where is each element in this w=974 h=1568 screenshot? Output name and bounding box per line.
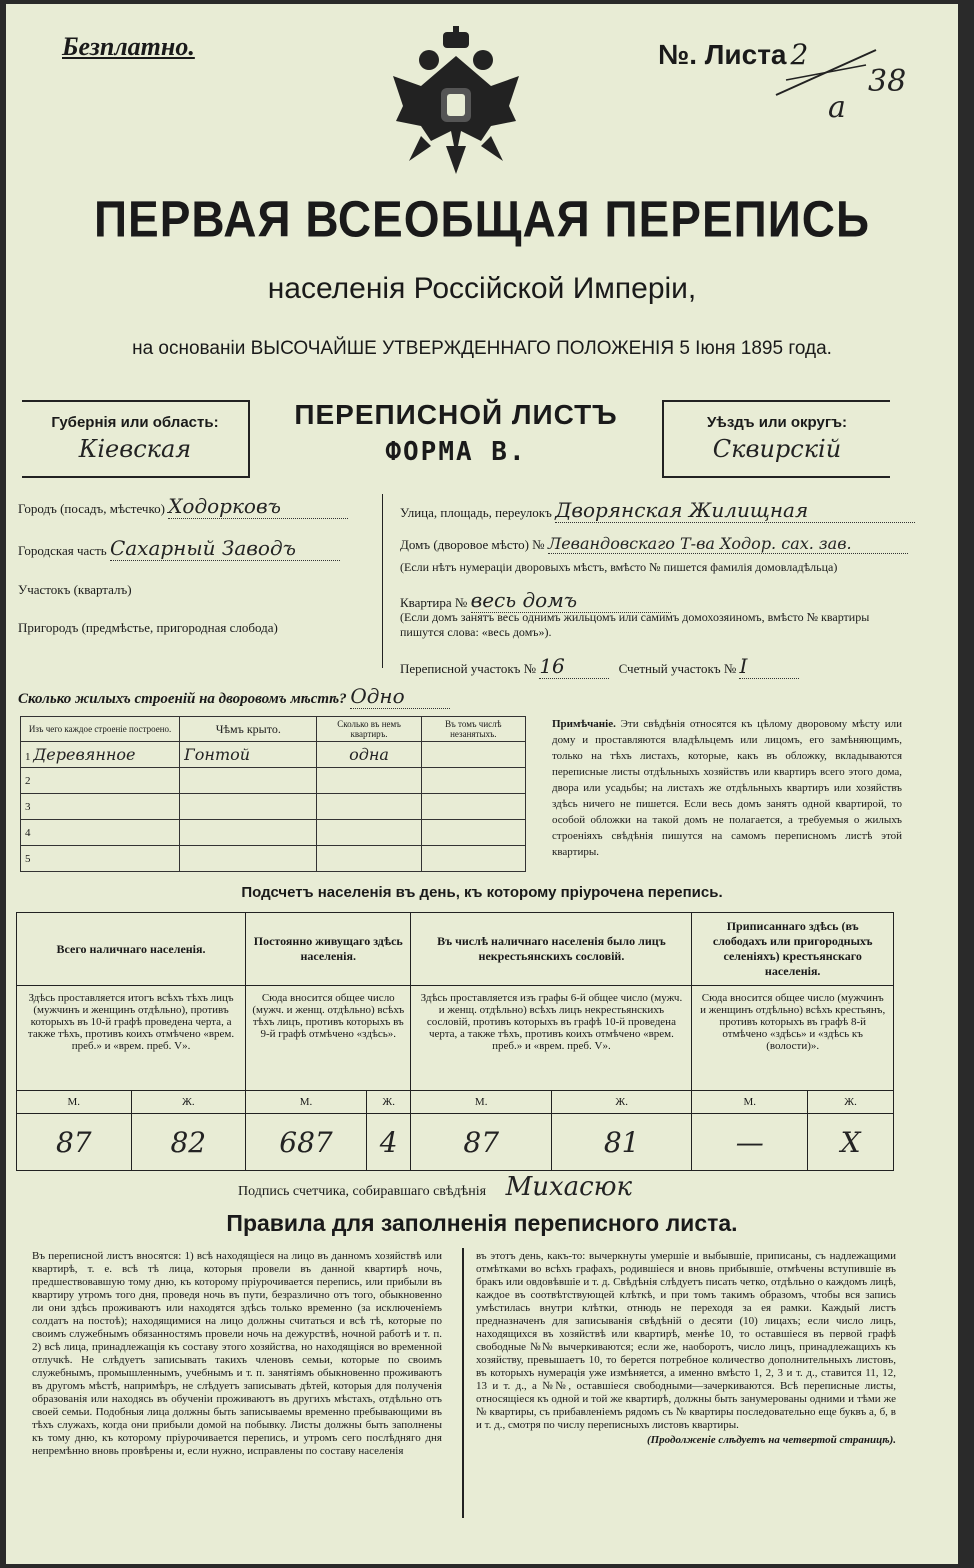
- buildings-table: [20, 716, 526, 872]
- roof-value: Гонтой: [180, 742, 317, 768]
- vacant-value: [421, 742, 525, 768]
- table-row: [21, 742, 526, 768]
- row-number: 1: [25, 751, 31, 763]
- col-vacant: Въ томъ числѣ незанятыхъ.: [421, 717, 525, 742]
- count-col-header: Приписаннаго здѣсь (въ слободахъ или пригородныхъ селеніяхъ) крестьянскаго населенія.: [692, 913, 894, 986]
- male-count: —: [692, 1114, 808, 1171]
- table-row: [21, 768, 526, 794]
- count-col-desc: Сюда вносится общее число (мужч. и женщ. отдѣльно) всѣхъ тѣхъ лицъ, противъ которыхъ въ 9-й графѣ отмѣчено «здѣсь».: [246, 986, 411, 1091]
- row-number: 3: [21, 794, 180, 820]
- count-col-desc: Здѣсь проставляется итогъ всѣхъ тѣхъ лицъ (мужчинъ и женщинъ отдѣльно), противъ которыхъ въ 10-й графѣ проведена черта, а также тѣхъ, противъ коихъ отмѣчено «врем. преб.» и «врем. преб. V».: [17, 986, 246, 1091]
- apartment-label: Квартира №: [400, 595, 468, 610]
- street-label: Улица, площадь, переулокъ: [400, 505, 552, 520]
- section-row: [18, 582, 132, 598]
- town-part-value: Сахарный Заводъ: [110, 536, 340, 561]
- col-roof: Чѣмъ крыто.: [180, 717, 317, 742]
- note-text: Эти свѣдѣнія относятся къ цѣлому дворовому мѣсту или дому и проставляются владѣльцемъ или лицомъ, его замѣняющимъ, только на тѣхъ листахъ, которые, какъ въ обложку, вкладываются переписные листы отдѣльныхъ хозяйствъ или квартиръ всего этого дома, двора или усадьбы; на листахъ же отдѣльныхъ квартиръ или хозяйствъ здѣсь ничего не пишется. Если весь домъ занятъ одной квартирой, то особой обложки на такой домъ не полагается, а требуемыя о жилыхъ строеніяхъ свѣдѣнія пишутся на самомъ переписномъ листѣ этой квартиры.: [552, 718, 902, 858]
- apartment-note: (Если домъ занятъ весь однимъ жильцомъ или самимъ домохозяиномъ, вмѣсто № квартиры пишутся слова: «весь домъ»).: [400, 610, 870, 639]
- sheet-number-value: 2: [790, 38, 809, 71]
- legal-basis: на основаніи ВЫСОЧАЙШЕ УТВЕРЖДЕННАГО ПОЛОЖЕНІЯ 5 Іюня 1895 года.: [132, 338, 832, 359]
- town-value: Ходорковъ: [168, 494, 348, 519]
- table-row: [21, 794, 526, 820]
- count-title: Подсчетъ населенія въ день, къ которому пріурочена перепись.: [241, 884, 723, 901]
- province-value: Кіевская: [78, 435, 192, 463]
- male-count: 87: [17, 1114, 132, 1171]
- apartments-value: одна: [317, 742, 421, 768]
- section-label: Участокъ (кварталъ): [18, 582, 132, 597]
- female-count: 4: [366, 1114, 411, 1171]
- town-row: [18, 494, 348, 519]
- house-row: [400, 534, 908, 554]
- count-desc-row: [17, 986, 894, 1091]
- town-part-label: Городская часть: [18, 543, 107, 558]
- male-count: 687: [246, 1114, 367, 1171]
- census-section-value: 16: [539, 654, 609, 679]
- buildings-question: Сколько жилыхъ строеній на дворовомъ мѣстѣ?: [18, 691, 347, 707]
- rules-continuation: (Продолженіе слѣдуетъ на четвертой страницѣ).: [646, 1434, 896, 1446]
- male-label: М.: [411, 1091, 551, 1114]
- count-section-value: I: [739, 654, 799, 679]
- female-count: X: [808, 1114, 894, 1171]
- buildings-note: [552, 716, 902, 860]
- street-row: [400, 498, 915, 523]
- female-count: 81: [551, 1114, 691, 1171]
- sheet-number-letter: а: [828, 90, 846, 125]
- count-col-header: Въ числѣ наличнаго населенія было лицъ некрестьянскихъ сословій.: [411, 913, 692, 986]
- street-value: Дворянская Жилищная: [555, 498, 915, 523]
- male-label: М.: [246, 1091, 367, 1114]
- row-number: 4: [21, 820, 180, 846]
- province-label: Губернія или область:: [51, 414, 219, 431]
- count-col-desc: Здѣсь проставляется изъ графы 6-й общее число (мужч. и женщ. отдѣльно) всѣхъ лицъ некрестьянскихъ сословій, противъ которыхъ въ графѣ 10-й проведена черта, а также тѣхъ, противъ коихъ отмѣчено «врем. преб.» и «врем. преб. V».: [411, 986, 692, 1091]
- note-title: Примѣчаніе.: [552, 718, 616, 730]
- rules-right-text: въ этотъ день, какъ-то: вычеркнуты умершіе и выбывшіе, приписаны, съ надлежащими отмѣтками во всѣхъ графахъ, родившіеся и вновь прибывшіе, отмѣчены вступившіе въ бракъ или овдовѣвшіе и т. д. Свѣдѣнія слѣдуетъ писать четко, отдѣльно о каждомъ лицѣ, каждое въ соотвѣтствующей клѣткѣ, и при томъ такимъ образомъ, чтобы вся запись умѣстилась внутри клѣтки, отнюдь не переходя за ея рамки. Каждый листъ предназначенъ для записыванія свѣдѣній о десяти (10) лицахъ; если число лицъ, находящихся въ хозяйствѣ или квартирѣ, менѣе 10, то оставшіеся въ первой графѣ свободные №№ вычеркиваются; если же, наоборотъ, число лицъ, принадлежащихъ къ хозяйству, превышаетъ 10, то берется потребное количество дополнительныхъ листовъ, въ которыхъ нумерація уже измѣняется, а именно вмѣсто 1, 2, 3 и т. д., ставится 11, 12, 13 и т. д., а №№, оставшіеся свободными—зачеркиваются. Всѣ переписные листы, относящіеся къ одной и той же квартирѣ, должны быть занумерованы одними и тѣми же № квартиры, съ прибавленіемъ рядомъ съ № квартиры последовательно еще буквъ а, б, в и т. д., смотря по числу переписныхъ листовъ квартиры.: [476, 1250, 896, 1431]
- population-count-table: [16, 912, 894, 1171]
- sheet-number-alt: 38: [868, 64, 907, 99]
- count-section-label: Счетный участокъ №: [618, 661, 737, 676]
- census-section-row: [400, 654, 799, 679]
- buildings-header-row: [21, 717, 526, 742]
- apartment-value: весь домъ: [471, 588, 671, 613]
- col-apartments: Сколько въ немъ квартиръ.: [317, 717, 421, 742]
- form-title-main: ПЕРЕПИСНОЙ ЛИСТЪ: [294, 399, 618, 430]
- female-label: Ж.: [551, 1091, 691, 1114]
- male-label: М.: [692, 1091, 808, 1114]
- signature-row: [238, 1172, 632, 1202]
- count-col-desc: Сюда вносится общее число (мужчинъ и женщинъ отдѣльно) всѣхъ крестьянъ, противъ которыхъ въ графѣ 8-й отмѣчено «здѣсь» и «здѣсь къ (волости)».: [692, 986, 894, 1091]
- count-values-row: [17, 1114, 894, 1171]
- rules-left-column: Въ переписной листъ вносятся: 1) всѣ находящіеся на лицо въ данномъ хозяйствѣ или квартирѣ, т. е. всѣ тѣ лица, которыя провели въ данной квартирѣ ночь, предшествовавшую тому дню, къ которому пріурочивается перепись, или прибыли въ квартиру утромъ того дня, проведя ночь въ пути, безразлично отъ того, обыкновенно ли они здѣсь проживаютъ или находятся здѣсь только временно (за исключеніемъ солдатъ на постоѣ); находящимися на лицо должны считаться и всѣ тѣ, которые по своимъ служебнымъ обязанностямъ провели ночь на дежурствѣ, ночной работѣ и т. п. 2) всѣ лица, принадлежащія къ составу этого хозяйства, но находящіяся во временной отлучкѣ. Не слѣдуетъ записывать такихъ членовъ семьи, которые по своимъ служебнымъ, промышленнымъ, учебнымъ и т. п. занятіямъ обыкновенно проживаютъ въ другомъ мѣстѣ, напримѣръ, не слѣдуетъ записывать дѣтей, которыя для полученія образованія или находясь въ обученіи проживаютъ въ другихъ мѣстахъ, отдѣльно отъ своей семьи. Подобныя лица должны быть записываемы временно пребывающими въ тѣхъ служахъ, когда они прибыли домой на побывку. Листы должны быть заполнены къ тому дню, къ которому пріурочивается перепись, и утромъ сего послѣдняго дня непремѣнно вновь провѣрены и, если нужно, исправлены по составу населенія: [32, 1250, 442, 1457]
- rules-right-column: [476, 1250, 896, 1447]
- male-count: 87: [411, 1114, 551, 1171]
- town-label: Городъ (посадъ, мѣстечко): [18, 501, 165, 516]
- district-label: Уѣздъ или округъ:: [706, 414, 848, 431]
- count-col-header: Всего наличнаго населенія.: [17, 913, 246, 986]
- free-label: Безплатно.: [62, 32, 195, 61]
- female-label: Ж.: [366, 1091, 411, 1114]
- district-value: Сквирскій: [712, 435, 842, 463]
- sheet-number-label: №. Листа: [658, 39, 787, 70]
- suburb-row: [18, 620, 278, 636]
- count-mf-row: [17, 1091, 894, 1114]
- imperial-eagle-emblem: [391, 26, 521, 176]
- signature-value: Михасюк: [505, 1172, 633, 1202]
- material-value: Деревянное: [33, 745, 136, 764]
- table-row: [21, 820, 526, 846]
- row-number: 5: [21, 846, 180, 872]
- female-label: Ж.: [808, 1091, 894, 1114]
- census-form-page: [6, 4, 958, 1564]
- divider: [382, 494, 383, 668]
- census-section-label: Переписной участокъ №: [400, 661, 537, 676]
- male-label: М.: [17, 1091, 132, 1114]
- count-header-row: [17, 913, 894, 986]
- row-number: 2: [21, 768, 180, 794]
- house-value: Левандовскаго Т-ва Ходор. сах. зав.: [548, 534, 908, 554]
- female-count: 82: [131, 1114, 246, 1171]
- district-box: [662, 400, 890, 478]
- buildings-answer: Одно: [350, 684, 450, 709]
- signature-label: Подпись счетчика, собиравшаго свѣдѣнія: [238, 1184, 487, 1199]
- col-material: Изъ чего каждое строеніе построено.: [21, 717, 180, 742]
- suburb-label: Пригородъ (предмѣстье, пригородная слобода): [18, 620, 278, 635]
- house-label: Домъ (дворовое мѣсто) №: [400, 537, 545, 552]
- rules-title: Правила для заполненія переписного листа.: [226, 1210, 738, 1236]
- female-label: Ж.: [131, 1091, 246, 1114]
- page-title: ПЕРВАЯ ВСЕОБЩАЯ ПЕРЕПИСЬ: [93, 190, 871, 248]
- column-divider: [462, 1248, 464, 1518]
- strike-lines: [766, 40, 886, 100]
- province-box: [22, 400, 250, 478]
- house-note: (Если нѣтъ нумераціи дворовыхъ мѣстъ, вмѣсто № пишется фамилія домовладѣльца): [400, 560, 838, 574]
- form-title: [256, 399, 656, 467]
- table-row: [21, 846, 526, 872]
- count-col-header: Постоянно живущаго здѣсь населенія.: [246, 913, 411, 986]
- form-title-type: ФОРМА В.: [385, 437, 527, 467]
- town-part-row: [18, 536, 340, 561]
- buildings-question-row: [18, 684, 450, 709]
- page-subtitle: населенія Россійской Имперіи,: [267, 272, 697, 305]
